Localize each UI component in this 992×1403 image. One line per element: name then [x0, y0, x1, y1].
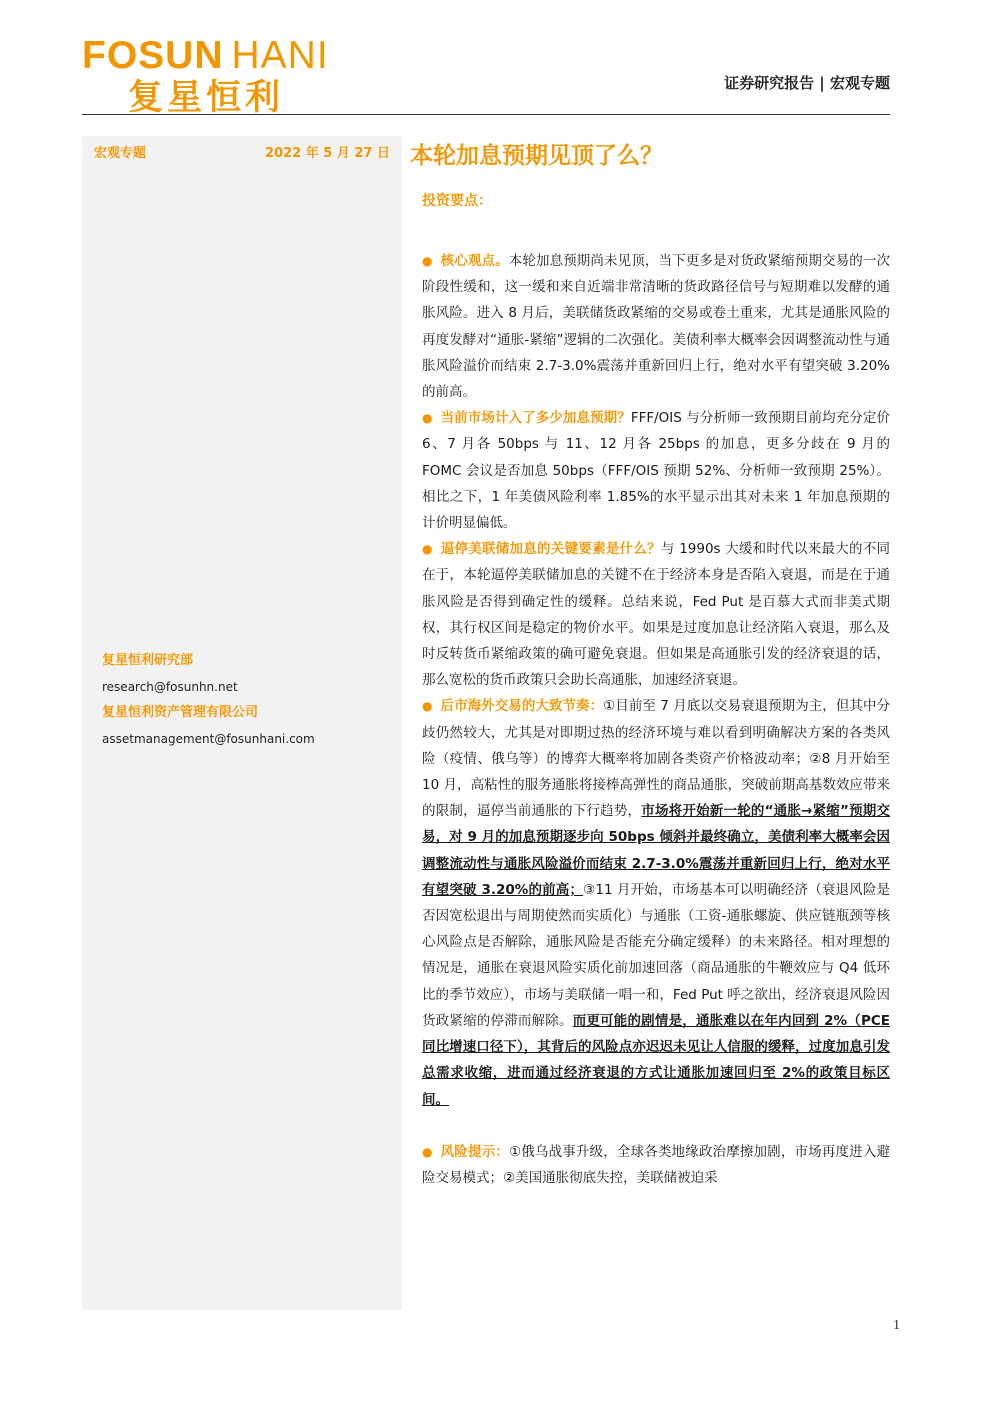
- company-logo: [82, 36, 329, 118]
- report-category: 宏观专题: [94, 146, 147, 161]
- research-dept-name: 复星恒利研究部: [102, 653, 194, 668]
- asset-mgmt-company-name: 复星恒利资产管理有限公司: [102, 705, 259, 720]
- report-date: 2022 年 5 月 27 日: [265, 146, 390, 161]
- bullet-priced-hikes: ● 当前市场计入了多少加息预期？FFF/OIS 与分析师一致预期目前均充分定价 6、7 月各 50bps 与 11、12 月各 25bps 的加息，更多分歧在 9 月的 FOMC 会议是否加息 50bps（FFF/OIS 预期 52%、分析师一致预期 25%）。相比之下，1 年美债风险利率 1.85%的水平显示出其对未来 1 年加息预期的计价明显偏低。: [422, 410, 890, 532]
- page-number: 1: [893, 1318, 900, 1333]
- contact-block: [102, 648, 315, 752]
- bullet-dot-icon: ●: [422, 254, 433, 268]
- bullet-dot-icon: ●: [422, 542, 433, 557]
- sidebar: [82, 136, 402, 1310]
- logo-english: FOSUN HANI: [82, 34, 329, 77]
- bullet-dot-icon: ●: [422, 699, 433, 714]
- section-heading: 投资要点：: [422, 193, 492, 209]
- header-divider: [82, 114, 890, 115]
- report-type: 证券研究报告 | 宏观专题: [724, 74, 890, 92]
- bullet-dot-icon: ●: [422, 411, 433, 426]
- main-content: [412, 136, 890, 1191]
- report-title: 本轮加息预期见顶了么？: [410, 143, 663, 169]
- asset-mgmt-email-link[interactable]: assetmanagement@fosunhani.com: [102, 732, 315, 746]
- bullet-key-factors: ● 逼停美联储加息的关键要素是什么？与 1990s 大缓和时代以来最大的不同在于，本轮逼停美联储加息的关键不在于经济本身是否陷入衰退，而是在于通胀风险是否得到确定性的缓释。总结来说，Fed Put 是百慕大式而非美式期权，其行权区间是稳定的物价水平。如果是过度加息让经济陷入衰退，那么及时反转货币紧缩政策的确可避免衰退。但如果是高通胀引发的经济衰退的话，那么宽松的货币政策只会助长高通胀，加速经济衰退。: [422, 541, 890, 689]
- logo-chinese: 复星恒利: [128, 78, 285, 118]
- key-points-list: [412, 248, 890, 1191]
- research-email-link[interactable]: research@fosunhn.net: [102, 680, 238, 694]
- bullet-core-view: ● 核心观点。本轮加息预期尚未见顶，当下更多是对货政紧缩预期交易的一次阶段性缓和，这一缓和来自近端非常清晰的货政路径信号与短期难以发酵的通胀风险。进入 8 月后，美联储货政紧缩的交易或卷土重来，尤其是通胀风险的再度发酵对“通胀-紧缩”逻辑的二次强化。美债利率大概率会因调整流动性与通胀风险溢价而结束 2.7-3.0%震荡并重新回归上行，绝对水平有望突破 3.20%的前高。: [422, 253, 890, 401]
- bullet-dot-icon: ●: [422, 1144, 433, 1159]
- bullet-market-rhythm: ● 后市海外交易的大致节奏：①目前至 7 月底以交易衰退预期为主，但其中分歧仍然较大，尤其是对即期过热的经济环境与难以看到明确解决方案的各类风险（疫情、俄乌等）的博弈大概率将加剧各类资产价格波动率；②8 月开始至 10 月，高粘性的服务通胀将接棒高弹性的商品通胀，突破前期高基数效应带来的限制，逼停当前通胀的下行趋势，市场将开始新一轮的“通胀→紧缩”预期交易，对 9 月的加息预期逐步向 50bps 倾斜并最终确立，美债利率大概率会因调整流动性与通胀风险溢价而结束 2.7-3.0%震荡并重新回归上行，绝对水平有望突破 3.20%的前高；③11 月开始，市场基本可以明确经济（衰退风险是否因宽松退出与周期使然而实质化）与通胀（工资-通胀螺旋、供应链瓶颈等核心风险点是否解除，通胀风险是否能充分确定缓释）的未来路径。相对理想的情况是，通胀在衰退风险实质化前加速回落（商品通胀的牛鞭效应与 Q4 低环比的季节效应），市场与美联储一唱一和，Fed Put 呼之欲出，经济衰退风险因货政紧缩的停滞而解除。而更可能的剧情是，通胀难以在年内回到 2%（PCE 同比增速口径下），其背后的风险点亦迟迟未见让人信服的缓释，过度加息引发总需求收缩，进而通过经济衰退的方式让通胀加速回归至 2%的政策目标区间。: [422, 698, 891, 1108]
- bullet-risk-warning: ● 风险提示：①俄乌战事升级，全球各类地缘政治摩擦加剧，市场再度进入避险交易模式；②美国通胀彻底失控，美联储被迫采: [422, 1143, 890, 1186]
